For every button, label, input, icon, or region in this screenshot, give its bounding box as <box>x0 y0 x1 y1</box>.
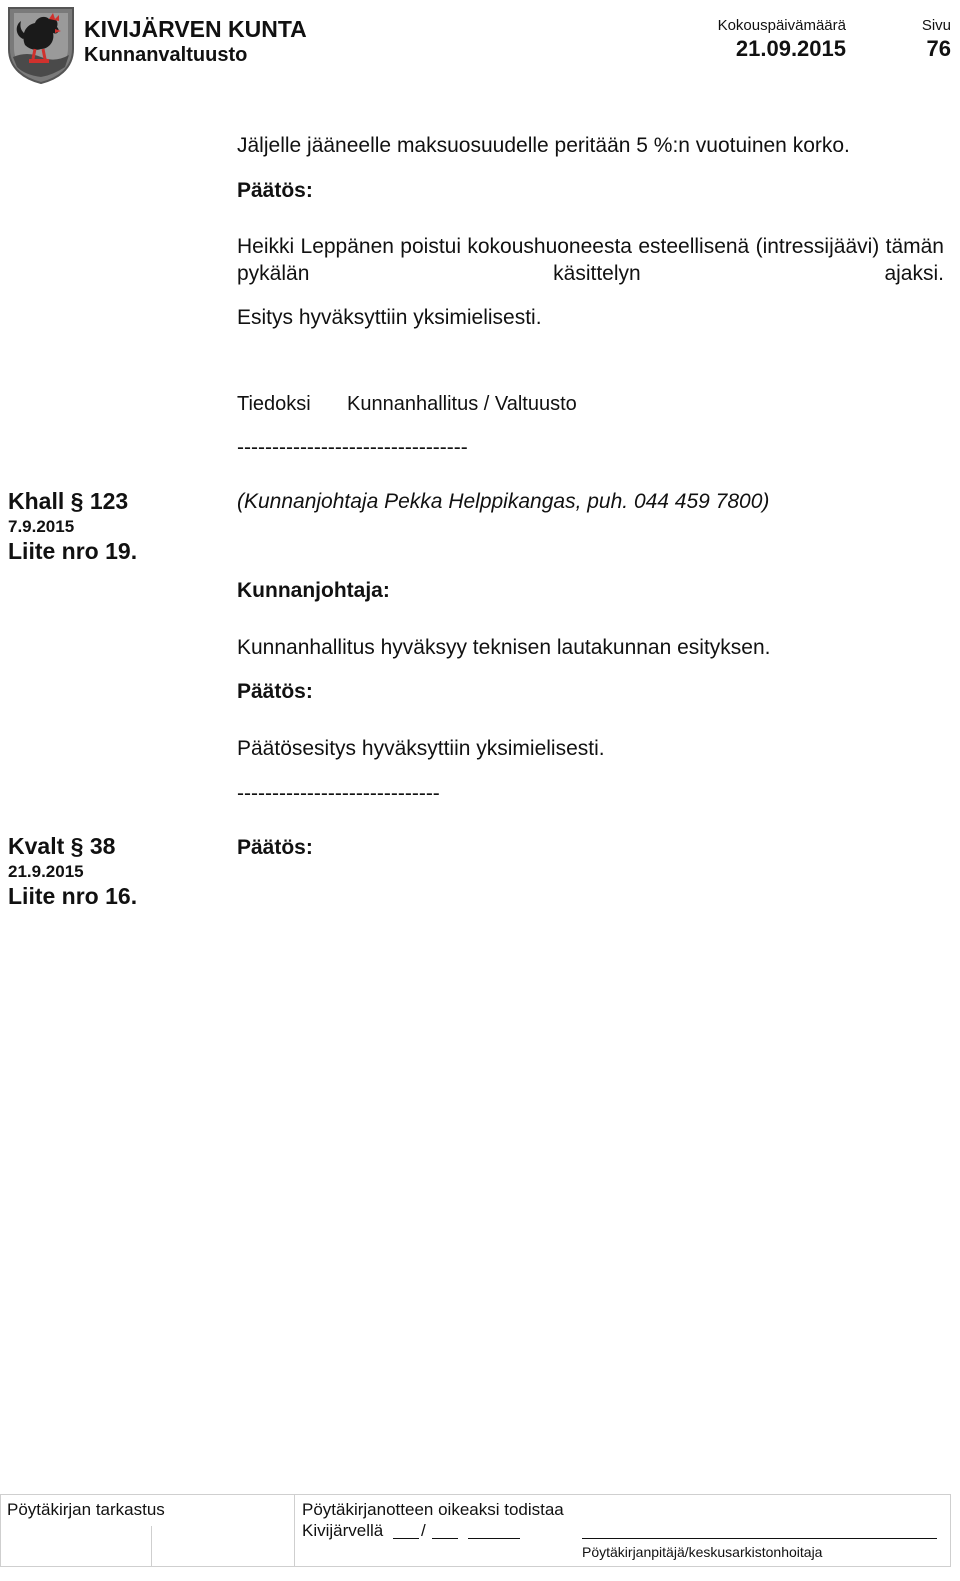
separator-line: --------------------------------- <box>237 436 468 459</box>
council-name: Kunnanvaltuusto <box>84 44 248 66</box>
info-label: Tiedoksi <box>237 393 311 415</box>
meeting-date-label: Kokouspäivämäärä <box>717 17 846 34</box>
approval-text: Esitys hyväksyttiin yksimielisesti. <box>237 306 542 329</box>
khall-attachment: Liite nro 19. <box>8 538 138 564</box>
kvalt-number: 38 <box>89 833 116 859</box>
page-label: Sivu <box>921 17 951 34</box>
khall-date: 7.9.2015 <box>8 517 75 536</box>
info-recipients: Kunnanhallitus / Valtuusto <box>347 393 577 415</box>
manager-label: Kunnanjohtaja: <box>237 579 390 602</box>
meeting-date: 21.09.2015 <box>735 36 846 61</box>
decision-text: Päätösesitys hyväksyttiin yksimielisesti. <box>237 737 605 760</box>
khall-number: 123 <box>89 488 129 514</box>
municipality-crest-logo <box>5 5 77 85</box>
kvalt-section-heading <box>8 833 115 860</box>
year-blank <box>468 1538 520 1539</box>
signature-line <box>582 1538 937 1539</box>
disqualification-paragraph: Heikki Leppänen poistui kokoushuoneesta esteellisenä (intressijäävi) tämän pykälän käsittelyn ajaksi. <box>237 235 944 285</box>
page-number: 76 <box>926 36 951 61</box>
section-symbol: § <box>70 488 84 514</box>
municipality-name: KIVIJÄRVEN KUNTA <box>84 16 307 42</box>
place-label: Kivijärvellä <box>302 1521 384 1540</box>
separator-line: ----------------------------- <box>237 782 440 805</box>
contact-info: (Kunnanjohtaja Pekka Helppikangas, puh. 044 459 7800) <box>237 490 770 513</box>
footer-divider <box>294 1494 295 1567</box>
certify-label: Pöytäkirjanotteen oikeaksi todistaa <box>302 1500 564 1519</box>
kvalt-attachment: Liite nro 16. <box>8 883 138 909</box>
khall-section-heading <box>8 488 128 515</box>
kvalt-date: 21.9.2015 <box>8 862 84 881</box>
section-symbol: § <box>70 833 84 859</box>
manager-proposal: Kunnanhallitus hyväksyy teknisen lautakunnan esityksen. <box>237 636 771 659</box>
khall-title: Khall <box>8 488 65 514</box>
interest-rate-line: Jäljelle jääneelle maksuosuudelle peritään 5 %:n vuotuinen korko. <box>237 134 850 157</box>
date-slash: / <box>421 1521 426 1540</box>
month-blank <box>432 1538 458 1539</box>
kvalt-title: Kvalt <box>8 833 65 859</box>
decision-label: Päätös: <box>237 836 313 859</box>
minutes-check-label: Pöytäkirjan tarkastus <box>7 1500 165 1519</box>
decision-label: Päätös: <box>237 179 313 202</box>
decision-label: Päätös: <box>237 680 313 703</box>
day-blank <box>393 1538 419 1539</box>
signer-title: Pöytäkirjanpitäjä/keskusarkistonhoitaja <box>582 1544 823 1560</box>
footer-divider <box>151 1526 152 1566</box>
